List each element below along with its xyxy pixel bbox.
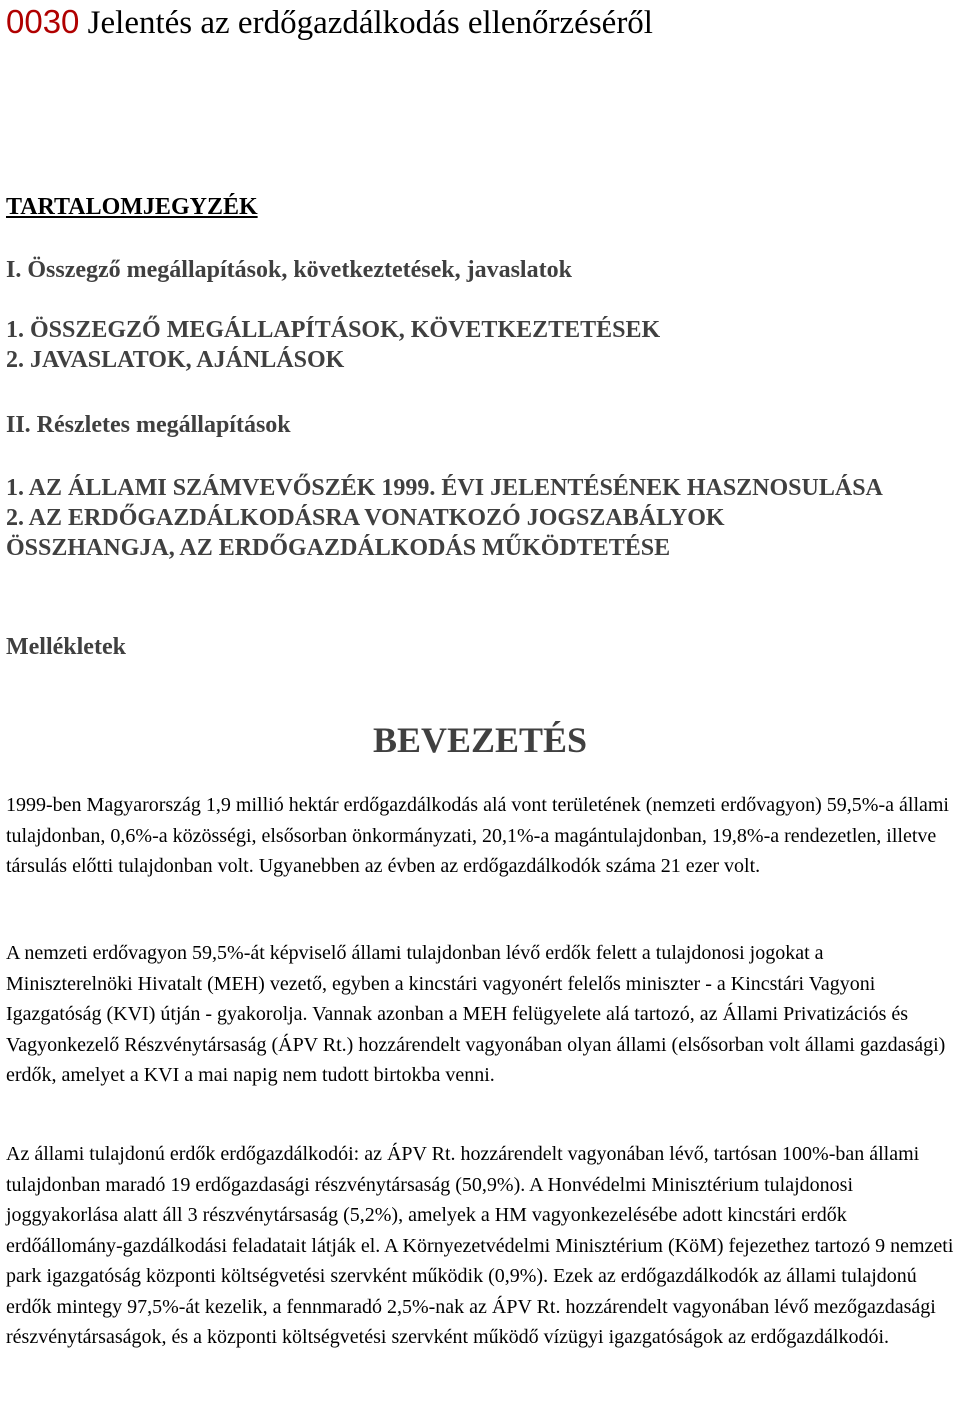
- toc-item-forestry-regulations: 2. AZ ERDŐGAZDÁLKODÁSRA VONATKOZÓ JOGSZABÁLYOK ÖSSZHANGJA, AZ ERDŐGAZDÁLKODÁS MŰKÖDTETÉSE: [6, 505, 725, 561]
- document-number: 0030: [6, 3, 80, 40]
- document-title: [6, 2, 653, 43]
- toc-part-details: II. Részletes megállapítások: [6, 412, 291, 438]
- intro-paragraph: A nemzeti erdővagyon 59,5%-át képviselő állami tulajdonban lévő erdők felett a tulajdonosi jogokat a Miniszterelnöki Hivatalt (MEH) vezető, egyben a kincstári vagyonért felelős miniszter - a Kincstári Vagyoni Igazgatóság (KVI) útján - gyakorolja. Vannak azonban a MEH felügyelete alá tartozó, az Állami Privatizációs és Vagyonkezelő Részvénytársaság (ÁPV Rt.) hozzárendelt vagyonában olyan állami (elsősorban volt állami gazdasági) erdők, amelyet a KVI a mai napig nem tudott birtokba venni.: [6, 942, 946, 1086]
- toc-list-details: [6, 473, 886, 563]
- toc-item-report-utilization: 1. AZ ÁLLAMI SZÁMVEVŐSZÉK 1999. ÉVI JELENTÉSÉNEK HASZNOSULÁSA: [6, 475, 883, 501]
- document-title-text: Jelentés az erdőgazdálkodás ellenőrzéséről: [87, 5, 653, 41]
- toc-part-summary: I. Összegző megállapítások, következtetések, javaslatok: [6, 257, 572, 283]
- section-heading-introduction: BEVEZETÉS: [372, 720, 588, 760]
- intro-paragraph: 1999-ben Magyarország 1,9 millió hektár erdőgazdálkodás alá vont területének (nemzeti erdővagyon) 59,5%-a állami tulajdonban, 0,6%-a közösségi, elsősorban önkormányzati, 20,1%-a magántulajdonban, 19,8%-a rendezetlen, illetve társulás előtti tulajdonban volt. Ugyanebben az évben az erdőgazdálkodók száma 21 ezer volt.: [6, 794, 949, 877]
- toc-part-appendices: Mellékletek: [6, 634, 126, 660]
- toc-item-findings: 1. ÖSSZEGZŐ MEGÁLLAPÍTÁSOK, KÖVETKEZTETÉSEK: [6, 317, 661, 343]
- intro-paragraph: Az állami tulajdonú erdők erdőgazdálkodói: az ÁPV Rt. hozzárendelt vagyonában lévő, tartósan 100%-ban állami tulajdonban maradó 19 erdőgazdasági részvénytársaság (50,9%). A Honvédelmi Minisztérium tulajdonosi joggyakorlása alatt áll 3 részvénytársaság (5,2%), amelyek a HM vagyonkezelésébe adott kincstári erdők erdőállomány-gazdálkodási feladatait látják el. A Környezetvédelmi Minisztérium (KöM) fejezethez tartozó 9 nemzeti park igazgatóság központi költségvetési szervként működik (0,9%). Ezek az erdőgazdálkodók az állami tulajdonú erdők mintegy 97,5%-át kezelik, a fennmaradó 2,5%-nak az ÁPV Rt. hozzárendelt vagyonában lévő mezőgazdasági részvénytársaságok, és a központi költségvetési szervként működő vízügyi igazgatóságok az erdőgazdálkodói.: [6, 1143, 954, 1348]
- toc-item-recommendations: 2. JAVASLATOK, AJÁNLÁSOK: [6, 347, 345, 373]
- toc-heading: TARTALOMJEGYZÉK: [6, 194, 258, 220]
- toc-list-summary: [6, 315, 660, 375]
